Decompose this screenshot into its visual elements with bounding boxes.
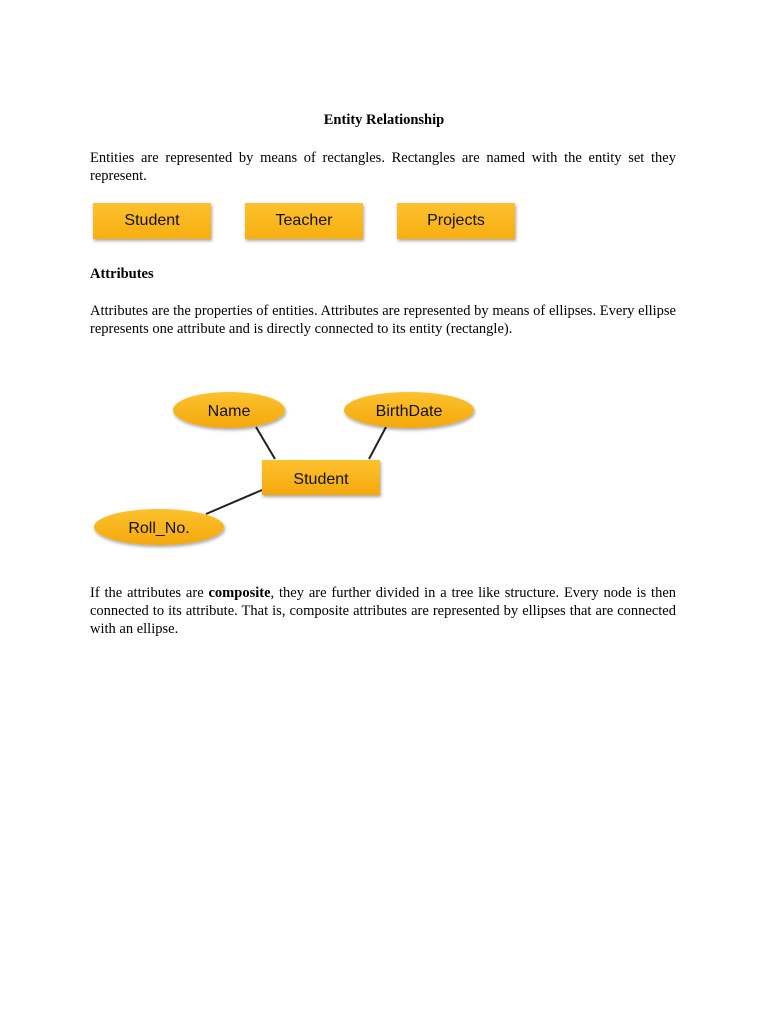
entity-projects: Projects bbox=[397, 203, 515, 239]
attribute-roll-no bbox=[94, 509, 224, 545]
composite-term: composite bbox=[208, 585, 271, 601]
page-title: Entity Relationship bbox=[323, 112, 445, 128]
attribute-diagram bbox=[0, 380, 768, 560]
composite-text-before: If the attributes are bbox=[90, 585, 209, 601]
attribute-name-label: Name bbox=[207, 403, 251, 420]
attribute-birthdate-label: BirthDate bbox=[375, 403, 443, 420]
composite-paragraph bbox=[90, 584, 676, 638]
entity-student-diagram bbox=[262, 460, 380, 495]
entity-student: Student bbox=[93, 203, 211, 239]
attributes-heading: Attributes bbox=[90, 266, 154, 282]
composite-text-after: , they are further divided in a tree like structure. Every node is then connected to its attribute. That is, composite attributes are represented by ellipses that are connected with an ellipse. bbox=[90, 585, 676, 637]
attribute-birthdate bbox=[344, 392, 474, 428]
connector-birthdate bbox=[369, 427, 386, 459]
connector-name bbox=[256, 427, 275, 459]
attribute-name bbox=[173, 392, 285, 428]
entity-teacher: Teacher bbox=[245, 203, 363, 239]
intro-paragraph: Entities are represented by means of rectangles. Rectangles are named with the entity set they represent. bbox=[90, 150, 676, 184]
attributes-paragraph: Attributes are the properties of entities. Attributes are represented by means of ellipses. Every ellipse represents one attribute and is directly connected to its entity (rectangle). bbox=[90, 303, 676, 337]
connector-roll-no bbox=[206, 490, 262, 514]
entity-student-label: Student bbox=[293, 471, 349, 488]
attribute-roll-no-label: Roll_No. bbox=[128, 520, 190, 537]
